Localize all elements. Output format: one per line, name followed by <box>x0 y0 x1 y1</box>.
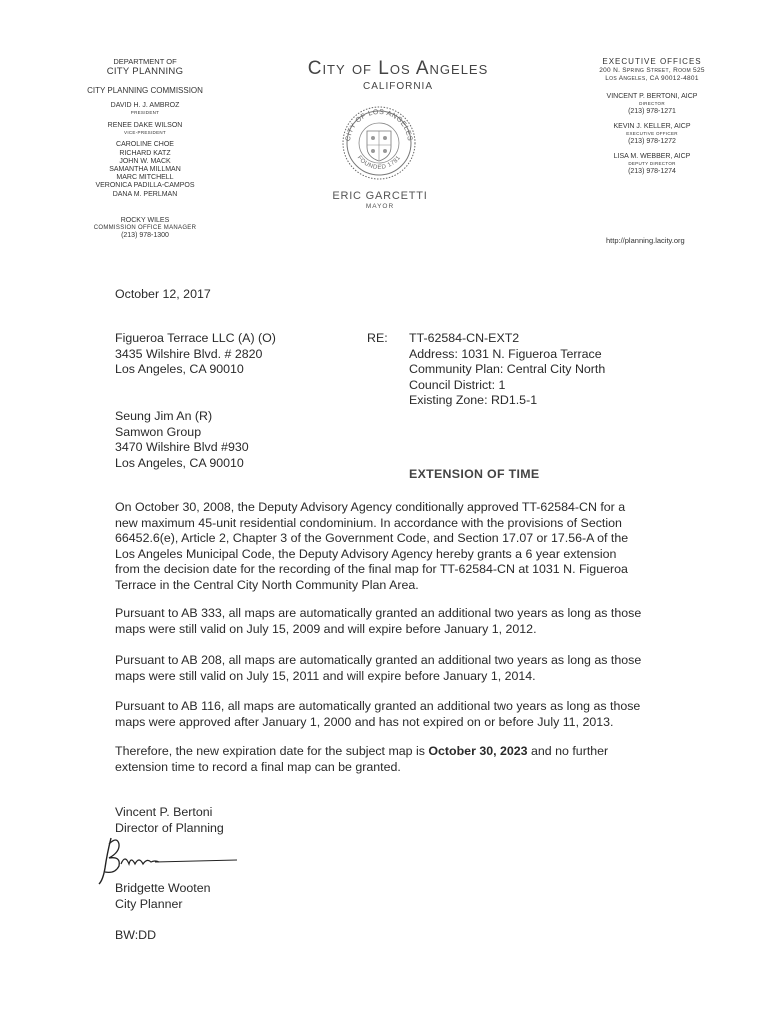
addressee-line: Figueroa Terrace LLC (A) (O) <box>115 331 276 345</box>
paragraph-line: 66452.6(e), Article 2, Chapter 3 of the Government Code, and Section 17.07 or 17.56-A of the <box>115 531 629 546</box>
addressee-line: Los Angeles, CA 90010 <box>115 362 244 377</box>
paragraph-approval <box>115 500 665 594</box>
paragraph-line: new maximum 45-unit residential condominium. In accordance with the provisions of Section <box>115 515 622 530</box>
paragraph-line: Pursuant to AB 116, all maps are automatically granted an additional two years as long as those <box>115 699 641 713</box>
addressee-line: Samwon Group <box>115 424 202 439</box>
re-address: Address: 1031 N. Figueroa Terrace <box>409 346 602 361</box>
re-label: RE: <box>367 331 388 345</box>
paragraph-ab208 <box>115 653 665 684</box>
commission-member-name: VERONICA PADILLA-CAMPOS <box>95 182 195 190</box>
officer-phone: (213) 978-1272 <box>628 138 676 145</box>
re-existing-zone: Existing Zone: RD1.5-1 <box>409 393 538 408</box>
commission-member-name: RICHARD KATZ <box>119 149 171 157</box>
state-name: CALIFORNIA <box>362 81 433 92</box>
office-manager-phone: (213) 978-1300 <box>121 232 169 240</box>
office-manager-title: COMMISSION OFFICE MANAGER <box>93 225 197 232</box>
paragraph-line: Los Angeles Municipal Code, the Deputy Advisory Agency hereby grants a 6 year extension <box>115 546 617 561</box>
letterhead <box>276 58 520 92</box>
addressee-block-applicant <box>115 331 276 378</box>
paragraph-line: maps were approved after January 1, 2000 and has not expired on or before July 11, 2013. <box>115 714 614 729</box>
expiration-date: October 30, 2023 <box>428 744 528 758</box>
planner-block <box>115 881 211 912</box>
website-link[interactable]: http://planning.lacity.org <box>606 236 685 245</box>
signer-title: Director of Planning <box>115 820 224 835</box>
officer-role: EXECUTIVE OFFICER <box>626 131 678 136</box>
typist-initials: BW:DD <box>115 928 157 942</box>
paragraph-line: extension time to record a final map can be granted. <box>115 759 401 774</box>
addressee-block-representative <box>115 409 249 471</box>
officer-name: VINCENT P. BERTONI, AICP <box>606 93 698 100</box>
paragraph-expiration <box>115 744 665 775</box>
officer-phone: (213) 978-1271 <box>628 108 676 115</box>
expiration-text-after: and no further <box>527 744 609 758</box>
signer-name: Vincent P. Bertoni <box>115 805 213 819</box>
commission-member-name: DAVID H. J. AMBROZ <box>110 102 180 109</box>
signer-block <box>115 805 224 836</box>
commission-member-name: CAROLINE CHOE <box>116 141 174 149</box>
commission-member-name: SAMANTHA MILLMAN <box>109 166 181 174</box>
planner-title: City Planner <box>115 896 183 911</box>
paragraph-ab116 <box>115 699 665 730</box>
seal-top-text: CITY OF LOS ANGELES <box>344 108 414 142</box>
department-label: DEPARTMENT OF <box>113 57 177 66</box>
executive-offices <box>572 57 732 177</box>
officer-name: LISA M. WEBBER, AICP <box>613 153 691 160</box>
paragraph-line <box>115 744 665 760</box>
commission-member-name: DANA M. PERLMAN <box>112 190 178 198</box>
letter-subject: EXTENSION OF TIME <box>409 467 540 481</box>
officer-role: DEPUTY DIRECTOR <box>628 161 676 166</box>
officer-role: DIRECTOR <box>639 101 665 106</box>
commission-member-name: JOHN W. MACK <box>119 157 171 165</box>
city-name: City of Los Angeles <box>307 58 489 79</box>
commission-member-name: MARC MITCHELL <box>116 174 174 182</box>
re-block <box>409 331 605 409</box>
commission-column <box>60 57 230 240</box>
office-manager-name: ROCKY WILES <box>120 216 170 224</box>
city-seal-icon <box>334 103 424 183</box>
handwritten-signature <box>95 834 245 886</box>
paragraph-line: from the decision date for the recording of the final map for TT-62584-CN at 1031 N. Figueroa <box>115 562 628 577</box>
letter-date: October 12, 2017 <box>115 287 211 301</box>
mayor-title: MAYOR <box>365 203 395 210</box>
executive-address-line2: Los Angeles, CA 90012-4801 <box>605 75 699 82</box>
commission-title: CITY PLANNING COMMISSION <box>87 86 203 95</box>
expiration-text-before: Therefore, the new expiration date for the subject map is <box>115 744 429 758</box>
case-number: TT-62584-CN-EXT2 <box>409 331 520 345</box>
paragraph-ab333 <box>115 606 665 637</box>
addressee-line: Seung Jim An (R) <box>115 409 213 423</box>
executive-address-line1: 200 N. Spring Street, Room 525 <box>599 67 705 74</box>
addressee-line: Los Angeles, CA 90010 <box>115 455 244 470</box>
re-council-district: Council District: 1 <box>409 377 506 392</box>
addressee-line: 3435 Wilshire Blvd. # 2820 <box>115 346 263 361</box>
paragraph-line: Pursuant to AB 333, all maps are automatically granted an additional two years as long as those <box>115 606 642 620</box>
planner-name: Bridgette Wooten <box>115 881 211 895</box>
mayor-name: ERIC GARCETTI <box>332 190 428 202</box>
paragraph-line: On October 30, 2008, the Deputy Advisory Agency conditionally approved TT-62584-CN for a <box>115 500 626 514</box>
commission-member-list <box>60 102 230 199</box>
re-community-plan: Community Plan: Central City North <box>409 362 606 377</box>
officer-phone: (213) 978-1274 <box>628 168 676 175</box>
commission-member-role: PRESIDENT <box>130 110 160 116</box>
paragraph-line: Terrace in the Central City North Community Plan Area. <box>115 577 419 592</box>
seal-bottom-text: FOUNDED 1781 <box>355 154 403 171</box>
commission-member-name: RENEE DAKE WILSON <box>107 121 183 129</box>
commission-member-role: VICE-PRESIDENT <box>124 129 166 135</box>
department-name: CITY PLANNING <box>106 66 184 77</box>
paragraph-line: maps were still valid on July 15, 2009 and will expire before January 1, 2012. <box>115 621 537 636</box>
paragraph-line: Pursuant to AB 208, all maps are automatically granted an additional two years as long as those <box>115 653 642 667</box>
paragraph-line: maps were still valid on July 15, 2011 and will expire before January 1, 2014. <box>115 668 536 683</box>
addressee-line: 3470 Wilshire Blvd #930 <box>115 440 249 455</box>
mayor-block <box>320 190 440 210</box>
officer-name: KEVIN J. KELLER, AICP <box>613 123 691 130</box>
executive-offices-title: EXECUTIVE OFFICES <box>602 57 702 66</box>
